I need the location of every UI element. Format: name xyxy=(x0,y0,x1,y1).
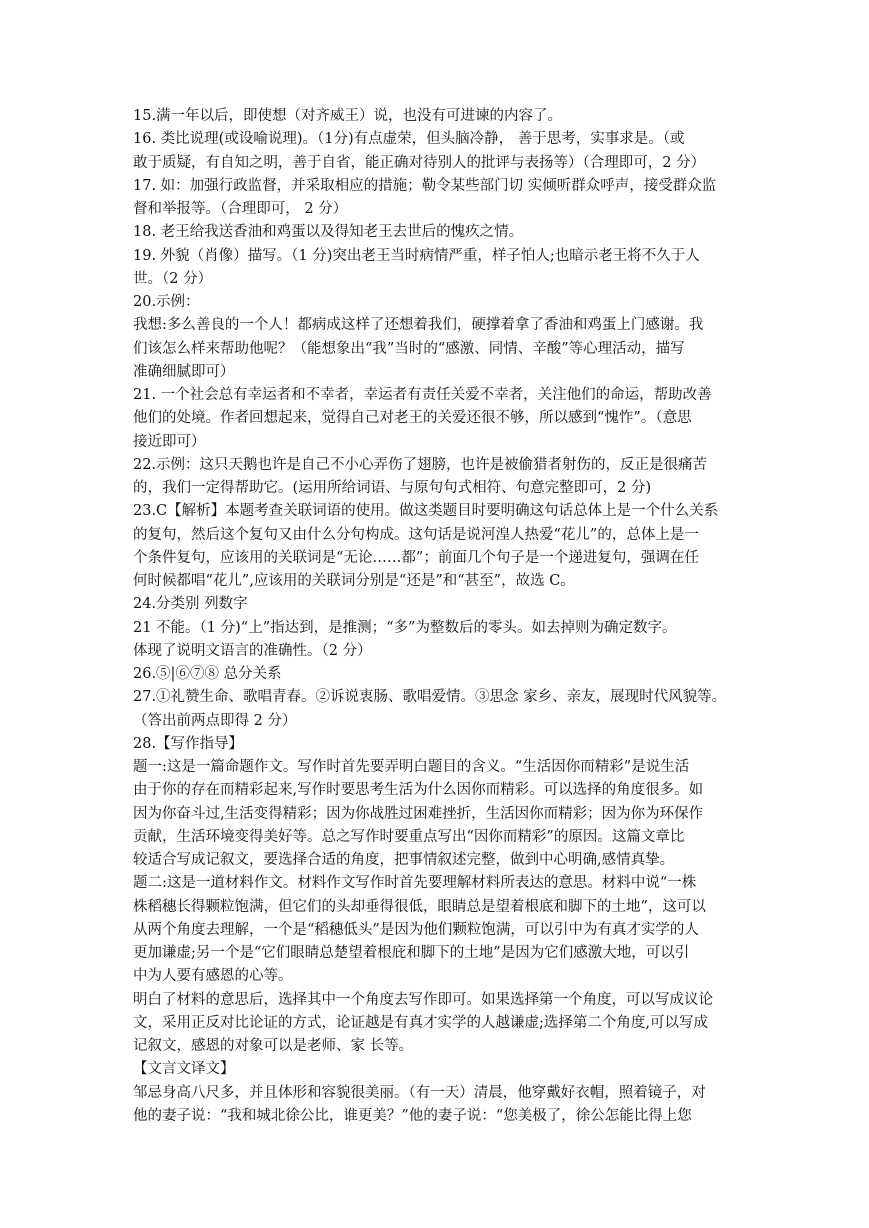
document-text xyxy=(133,105,741,1128)
text-line: 中为人要有感恩的心等。 xyxy=(133,968,293,985)
text-line: 更加谦虚;另一个是“它们眼睛总楚望着根庇和脚下的土地”是因为它们感激大地，可以引 xyxy=(133,945,690,961)
text-line: 他们的处境。作者回想起来，觉得自己对老王的关爱还很不够，所以感到“愧怍”。（意思 xyxy=(133,410,692,427)
text-line: 17. 如：加强行政监督，并采取相应的措施；勒令某些部门切 实倾听群众呼声，接受群众监 xyxy=(133,177,717,194)
text-line: 的复句，然后这个复句又由什么分句构成。这句话是说河湟人热爱“花儿”的，总体上是一 xyxy=(133,526,699,543)
text-line: 21 不能。（1 分)“上”指达到，是推测；“多”为整数后的零头。如去掉则为确定数字。 xyxy=(133,619,677,636)
text-line: 体现了说明文语言的准确性。（2 分） xyxy=(133,642,372,659)
text-line: 准确细腻即可） xyxy=(133,363,235,380)
text-line: 世。（2 分） xyxy=(133,270,213,287)
text-line: 【文言文译文】 xyxy=(133,1061,235,1078)
text-line: 记叙文，感恩的对象可以是老师、家 长等。 xyxy=(133,1038,414,1054)
text-line: 16. 类比说理(或设喻说理)。（1分)有点虚荣，但头脑冷静， 善于思考，实事求是。（或 xyxy=(133,131,685,148)
text-line: 22.示例：这只天鹅也许是自己不小心弄伤了翅膀，也许是被偷猎者射伤的，反正是很痛苦 xyxy=(133,456,708,473)
text-line: 较适合写成记叙文，要选择合适的角度，把事情叙述完整，做到中心明确,感情真挚。 xyxy=(133,852,675,868)
text-line: 接近即可） xyxy=(133,433,206,450)
text-line: 贡献，生活环境变得美好等。总之写作时要重点写出“因你而精彩”的原因。这篇文章比 xyxy=(133,828,685,845)
text-line: 督和举报等。（合理即可， 2 分） xyxy=(133,201,348,217)
text-line: 何时候都唱“花儿”,应该用的关联词分别是“还是”和“甚至”，故选 C。 xyxy=(133,573,575,589)
text-line: 题一:这是一篇命题作文。写作时首先要弄明白题目的含义。“生活因你而精彩”是说生活 xyxy=(133,759,690,775)
text-line: （答出前两点即得 2 分） xyxy=(133,712,297,729)
text-line: 我想:多么善良的一个人！都病成这样了还想着我们，硬撑着拿了香油和鸡蛋上门感谢。我 xyxy=(133,317,704,334)
text-line: 文，采用正反对比论证的方式，论证越是有真才实学的人越谦虚;选择第二个角度,可以写成 xyxy=(133,1014,708,1031)
text-line: 21. 一个社会总有幸运者和不幸者，幸运者有责任关爱不幸者，关注他们的命运，帮助改善 xyxy=(133,387,712,403)
text-line: 20.示例： xyxy=(133,294,200,310)
text-line: 23.C【解析】本题考查关联词语的使用。做这类题目时要明确这句话总体上是一个什么关系 xyxy=(133,503,719,520)
text-line: 邹忌身高八尺多，并且体形和容貌很美丽。（有一天）清晨，他穿戴好衣帽，照着镜子，对 xyxy=(133,1084,706,1101)
text-line: 敢于质疑，有自知之明，善于自省，能正确对待别人的批评与表扬等）（合理即可，2 分） xyxy=(133,154,706,171)
text-line: 27.①礼赞生命、歌唱青春。②诉说衷肠、歌唱爱情。③思念 家乡、亲友，展现时代风貌等。 xyxy=(133,689,727,706)
text-line: 他的妻子说：“我和城北徐公比，谁更美？”他的妻子说：“您美极了，徐公怎能比得上您 xyxy=(133,1107,692,1124)
text-line: 18. 老王给我送香油和鸡蛋以及得知老王去世后的愧疚之情。 xyxy=(133,224,524,241)
text-line: 28.【写作指导】 xyxy=(133,735,244,752)
text-line: 株稻穗长得颗粒饱满，但它们的头却垂得很低，眼睛总是望着根底和脚下的土地”，这可以 xyxy=(133,898,706,915)
text-line: 26.⑤|⑥⑦⑧ 总分关系 xyxy=(133,666,282,682)
text-line: 19. 外貌（肖像）描写。（1 分)突出老王当时病情严重，样子怕人;也暗示老王将不久于人 xyxy=(133,247,700,264)
text-line: 由于你的存在而精彩起来,写作时要思考生活为什么因你而精彩。可以选择的角度很多。如 xyxy=(133,782,704,799)
text-line: 从两个角度去理解，一个是“稻穗低头”是因为他们颗粒饱满，可以引中为有真才实学的人 xyxy=(133,921,699,938)
text-line: 24.分类别 列数字 xyxy=(133,596,248,613)
text-line: 因为你奋斗过,生活变得精彩；因为你战胜过困难挫折，生活因你而精彩；因为你为环保作 xyxy=(133,805,704,822)
text-line: 15.满一年以后，即使想（对齐威王）说，也没有可进谏的内容了。 xyxy=(133,108,563,124)
text-line: 明白了材料的意思后，选择其中一个角度去写作即可。如果选择第一个角度，可以写成议论 xyxy=(133,991,713,1008)
text-line: 题二:这是一道材料作文。材料作文写作时首先要理解材料所表达的意思。材料中说“一株 xyxy=(133,875,697,892)
text-line: 们该怎么样来帮助他呢？（能想象出“我”当时的“感激、同情、辛酸”等心理活动，描写 xyxy=(133,340,685,357)
text-line: 个条件复句，应该用的关联词是“无论……都”；前面几个句子是一个递进复句，强调在任 xyxy=(133,549,699,566)
text-line: 的，我们一定得帮助它。(运用所给词语、与原句句式相符、句意完整即可，2 分) xyxy=(133,480,652,496)
